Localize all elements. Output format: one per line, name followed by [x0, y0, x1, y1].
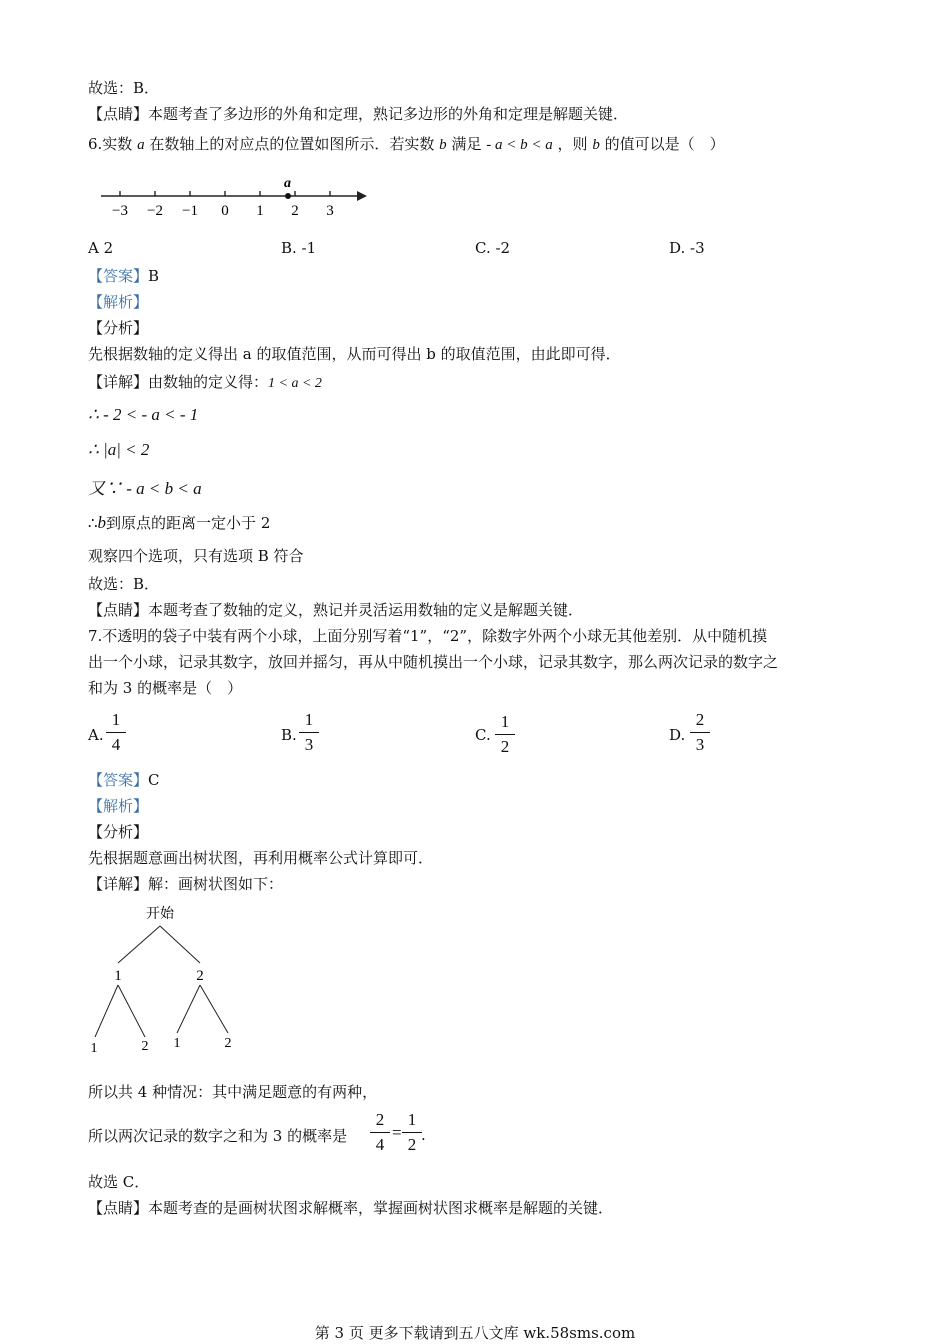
page-footer: 第 3 页 更多下载请到五八文库 wk.58sms.com [314, 1324, 636, 1342]
number-line-tick-label: 1 [256, 203, 264, 219]
answer-7 [88, 770, 160, 790]
distance-line [88, 513, 270, 533]
tree-node-l1-2: 2 [196, 968, 204, 984]
analysis-label-7: 【解析】 [88, 797, 149, 815]
q6-option-a: A 2 [88, 239, 114, 257]
q6-text-e: 的值可以是（ ） [604, 135, 725, 153]
q6-text-a: 6.实数 [88, 135, 133, 153]
tree-root: 开始 [146, 907, 174, 922]
tree-leaf-2: 2 [141, 1039, 149, 1054]
detail-6 [88, 372, 322, 394]
denominator: 2 [500, 737, 510, 756]
fenxi-label-7: 【分析】 [88, 823, 149, 841]
result-fraction-1 [370, 1110, 390, 1155]
numerator: 2 [695, 710, 705, 729]
q7-option-c-label: C. [475, 726, 491, 744]
q7-option-a-label: A. [88, 726, 104, 744]
period: . [421, 1126, 426, 1144]
q7-option-d-label: D. [669, 726, 686, 744]
comment-6: 【点睛】本题考查了数轴的定义，熟记并灵活运用数轴的定义是解题关键． [88, 601, 584, 619]
numerator: 2 [375, 1110, 385, 1129]
q6-option-b: B. -1 [281, 239, 317, 257]
answer-6 [88, 266, 159, 286]
tree-leaf-1: 1 [90, 1041, 98, 1056]
conclusion-line: 故选：B． [88, 79, 160, 97]
fenxi-label-6: 【分析】 [88, 319, 149, 337]
q6-condition: - a < b < a [486, 137, 553, 153]
number-line-point-label: a [284, 176, 291, 191]
question-7-line-1: 7.不透明的袋子中装有两个小球，上面分别写着“1”，“2”，除数字外两个小球无其他差别．从中随机摸 [88, 627, 768, 645]
var-b: b [439, 137, 447, 153]
tree-leaf-3: 1 [173, 1036, 181, 1051]
tree-node-l1-1: 1 [114, 968, 122, 984]
answer-value: B [148, 267, 160, 285]
fenxi-text-6: 先根据数轴的定义得出 a 的取值范围，从而可得出 b 的取值范围，由此即可得． [88, 345, 621, 363]
q7-option-a-fraction [106, 710, 126, 755]
var-b-3: b [97, 513, 107, 532]
numerator: 1 [111, 710, 121, 729]
inequality-1: 1 < a < 2 [268, 376, 322, 391]
number-line-tick-label: −1 [182, 203, 198, 219]
var-a: a [137, 137, 145, 153]
q7-option-b-fraction [299, 710, 319, 755]
summary-1: 所以共 4 种情况：其中满足题意的有两种， [88, 1083, 378, 1101]
number-line-point [285, 193, 291, 199]
tree-leaf-4: 2 [224, 1036, 232, 1051]
observe-line: 观察四个选项，只有选项 B 符合 [88, 547, 304, 565]
q7-option-b-label: B. [281, 726, 297, 744]
q7-option-c-fraction [495, 712, 515, 757]
q6-text-c: 满足 [451, 135, 482, 153]
q6-option-c: C. -2 [475, 239, 511, 257]
numerator: 1 [304, 710, 314, 729]
equals-sign: = [392, 1123, 402, 1142]
tree-diagram [85, 900, 255, 1060]
therefore-sign: ∴ [88, 514, 98, 532]
summary-2: 所以两次记录的数字之和为 3 的概率是 [88, 1127, 348, 1145]
answer-value: C [148, 771, 160, 789]
denominator: 4 [111, 735, 121, 754]
q7-option-d-fraction [690, 710, 710, 755]
number-line-figure [95, 170, 370, 222]
q6-option-d: D. -3 [669, 239, 705, 257]
result-fraction-2 [402, 1110, 422, 1155]
number-line-tick-label: −3 [112, 203, 128, 219]
answer-label: 【答案】 [88, 771, 149, 789]
number-line-tick-label: 2 [291, 203, 299, 219]
numerator: 1 [407, 1110, 417, 1129]
q6-text-d: ，则 [557, 135, 588, 153]
comment-line: 【点睛】本题考查了多边形的外角和定理，熟记多边形的外角和定理是解题关键． [88, 105, 629, 123]
fenxi-text-7: 先根据题意画出树状图，再利用概率公式计算即可． [88, 849, 434, 867]
inequality-2: ∴ - 2 < - a < - 1 [88, 405, 199, 424]
question-7-line-2: 出一个小球，记录其数字，放回并摇匀，再从中随机摸出一个小球，记录其数字，那么两次记录的数字之 [88, 653, 779, 671]
analysis-label-6: 【解析】 [88, 293, 149, 311]
question-6 [88, 134, 725, 155]
inequality-3: ∴ |a| < 2 [88, 440, 150, 459]
conclusion-7: 故选 C． [88, 1173, 150, 1191]
comment-7: 【点睛】本题考查的是画树状图求解概率，掌握画树状图求概率是解题的关键． [88, 1199, 614, 1217]
detail-label: 【详解】由数轴的定义得： [88, 373, 269, 391]
denominator: 2 [407, 1135, 417, 1154]
q6-text-b: 在数轴上的对应点的位置如图所示．若实数 [149, 135, 435, 153]
denominator: 3 [695, 735, 705, 754]
detail-7: 【详解】解：画树状图如下： [88, 875, 284, 893]
distance-text: 到原点的距离一定小于 2 [106, 514, 271, 532]
numerator: 1 [500, 712, 510, 731]
denominator: 4 [375, 1135, 385, 1154]
number-line-tick-label: 0 [221, 203, 229, 219]
number-line-tick-label: −2 [147, 203, 163, 219]
number-line-tick-label: 3 [326, 203, 334, 219]
var-b-2: b [592, 137, 600, 153]
question-7-line-3: 和为 3 的概率是（ ） [88, 679, 243, 697]
conclusion-6: 故选：B． [88, 575, 160, 593]
denominator: 3 [304, 735, 314, 754]
inequality-4: 又∵ - a < b < a [88, 479, 202, 498]
answer-label: 【答案】 [88, 267, 149, 285]
